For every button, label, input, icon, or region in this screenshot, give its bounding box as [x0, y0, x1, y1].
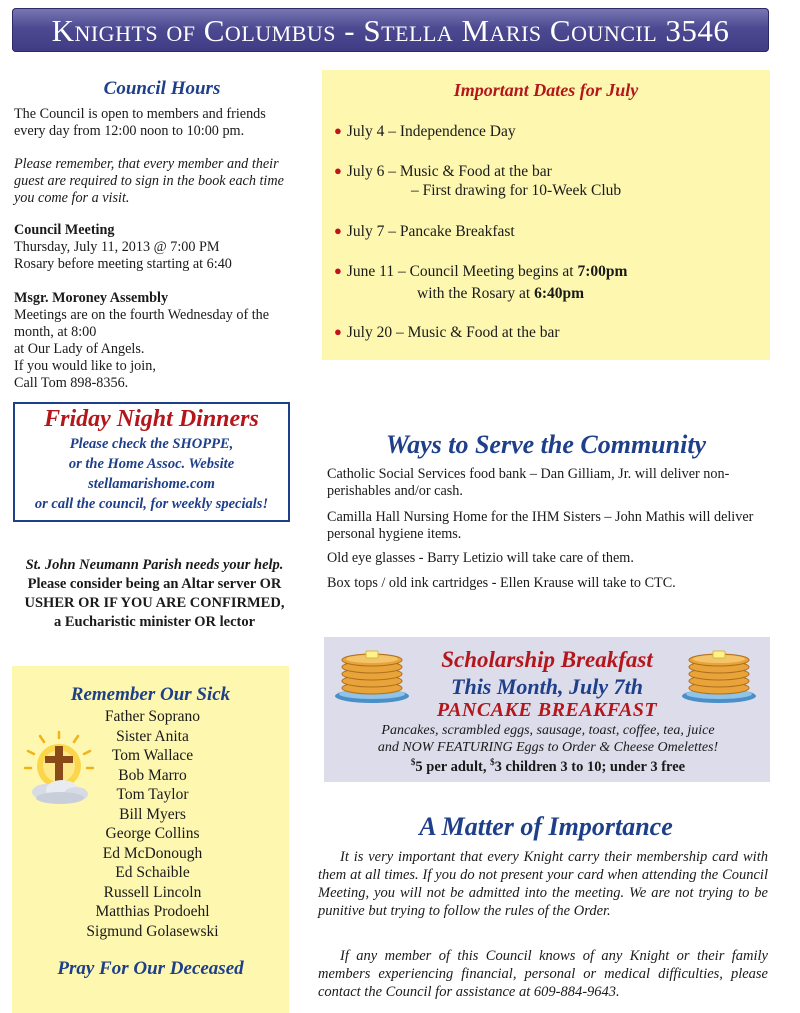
assembly-heading: Msgr. Moroney Assembly	[14, 290, 169, 306]
breakfast-price: $5 per adult, $3 children 3 to 10; under 3 free	[410, 757, 686, 775]
parish-line: USHER OR IF YOU ARE CONFIRMED,	[24, 595, 285, 611]
list-item: Ed Schaible	[115, 864, 190, 881]
assembly-section	[14, 290, 309, 392]
list-item: Sister Anita	[116, 727, 189, 745]
matter-paragraph: If any member of this Council knows of any Knight or their family members experiencing financial, personal or medical difficulties, please contact the Council for assistance at 609-884-9643.	[318, 948, 768, 1000]
date-item-continued: with the Rosary at 6:40pm	[417, 285, 585, 302]
page-title: Knights of Columbus - Stella Maris Council 3546	[51, 13, 730, 48]
text-line: Thursday, July 11, 2013 @ 7:00 PM	[14, 239, 220, 255]
friday-dinners-title: Friday Night Dinners	[44, 406, 259, 432]
ways-paragraph: Camilla Hall Nursing Home for the IHM Sisters – John Mathis will deliver personal hygiene items.	[327, 509, 754, 542]
important-dates-box	[322, 70, 770, 360]
bullet-icon: ●	[334, 324, 342, 339]
text-line: Please remember, that every member and their	[14, 156, 279, 172]
bullet-icon: ●	[334, 163, 342, 178]
list-item: Russell Lincoln	[103, 883, 202, 901]
council-meeting-heading: Council Meeting	[14, 222, 115, 238]
pancake-breakfast-label: PANCAKE BREAKFAST	[436, 699, 658, 721]
text-line: you come for a visit.	[14, 190, 130, 206]
remember-sick-title: Remember Our Sick	[70, 684, 231, 705]
text-line: month, at 8:00	[14, 324, 97, 340]
list-item: Father Soprano	[104, 708, 201, 725]
list-item: Tom Wallace	[111, 747, 194, 764]
ways-paragraph: Catholic Social Services food bank – Dan Gilliam, Jr. will deliver non-perishables and/or cash.	[327, 466, 730, 499]
bullet-icon: ●	[334, 223, 342, 238]
menu-line: Pancakes, scrambled eggs, sausage, toast, coffee, tea, juice	[381, 723, 715, 738]
date-item: ● July 6 – Music & Food at the bar	[334, 163, 552, 180]
text-line: every day from 12:00 noon to 10:00 pm.	[14, 123, 245, 139]
text-line: at Our Lady of Angels.	[14, 341, 145, 357]
council-meeting-section	[14, 222, 309, 273]
text-line: Rosary before meeting starting at 6:40	[14, 256, 232, 272]
list-item: Matthias Prodoehl	[95, 903, 210, 920]
parish-line: Please consider being an Altar server OR	[27, 576, 282, 592]
parish-line: St. John Neumann Parish needs your help.	[25, 557, 284, 573]
text-line: guest are required to sign in the book each time	[14, 173, 284, 189]
council-hours-text	[14, 106, 309, 140]
date-item: ● July 20 – Music & Food at the bar	[334, 324, 560, 341]
matter-paragraph: It is very important that every Knight carry their membership card with them at all times. If you do not present your card when attending the Council Meeting, you will not be admitted into the meeting. We are not trying to be punitive but trying to follow the rules of the Order.	[318, 849, 768, 919]
list-item: George Collins	[105, 825, 200, 842]
list-item: Bill Myers	[119, 805, 186, 823]
sign-in-note	[14, 156, 309, 207]
scholarship-date: This Month, July 7th	[451, 674, 643, 699]
text-line: Meetings are on the fourth Wednesday of the	[14, 307, 270, 323]
friday-line: Please check the SHOPPE,	[69, 436, 234, 452]
friday-line: or the Home Assoc. Website	[68, 456, 235, 472]
date-item: ● July 7 – Pancake Breakfast	[334, 223, 515, 240]
scholarship-title: Scholarship Breakfast	[441, 647, 653, 672]
text-line: If you would like to join,	[14, 358, 156, 374]
important-dates-title: Important Dates for July	[453, 80, 639, 100]
cross-sunburst-icon	[24, 730, 94, 810]
date-item: ● July 4 – Independence Day	[334, 123, 516, 140]
menu-line: and NOW FEATURING Eggs to Order & Cheese Omelettes!	[377, 740, 719, 755]
friday-line: or call the council, for weekly specials!	[34, 496, 269, 512]
list-item: Ed McDonough	[102, 844, 203, 862]
ways-paragraph: Box tops / old ink cartridges - Ellen Krause will take to CTC.	[327, 575, 676, 591]
parish-line: a Eucharistic minister OR lector	[53, 614, 256, 630]
text-line: The Council is open to members and friends	[14, 106, 266, 122]
ways-paragraph: Old eye glasses - Barry Letizio will take care of them.	[327, 550, 634, 566]
matter-importance-title: A Matter of Importance	[419, 812, 673, 841]
pray-deceased: Pray For Our Deceased	[57, 958, 244, 979]
list-item: Bob Marro	[118, 766, 187, 784]
date-item: ● June 11 – Council Meeting begins at 7:00pm	[334, 263, 628, 280]
parish-notice	[12, 556, 297, 632]
breakfast-menu	[330, 722, 766, 756]
ways-to-serve-title: Ways to Serve the Community	[385, 430, 707, 459]
website-link[interactable]: stellamarishome.com	[88, 476, 215, 492]
council-hours-title: Council Hours	[103, 78, 221, 99]
list-item: Tom Taylor	[116, 786, 189, 803]
list-item: Sigmund Golasewski	[86, 922, 219, 940]
bullet-icon: ●	[334, 263, 342, 278]
date-item-continued: – First drawing for 10-Week Club	[411, 182, 622, 199]
bullet-icon: ●	[334, 123, 342, 138]
text-line: Call Tom 898-8356.	[14, 375, 129, 391]
